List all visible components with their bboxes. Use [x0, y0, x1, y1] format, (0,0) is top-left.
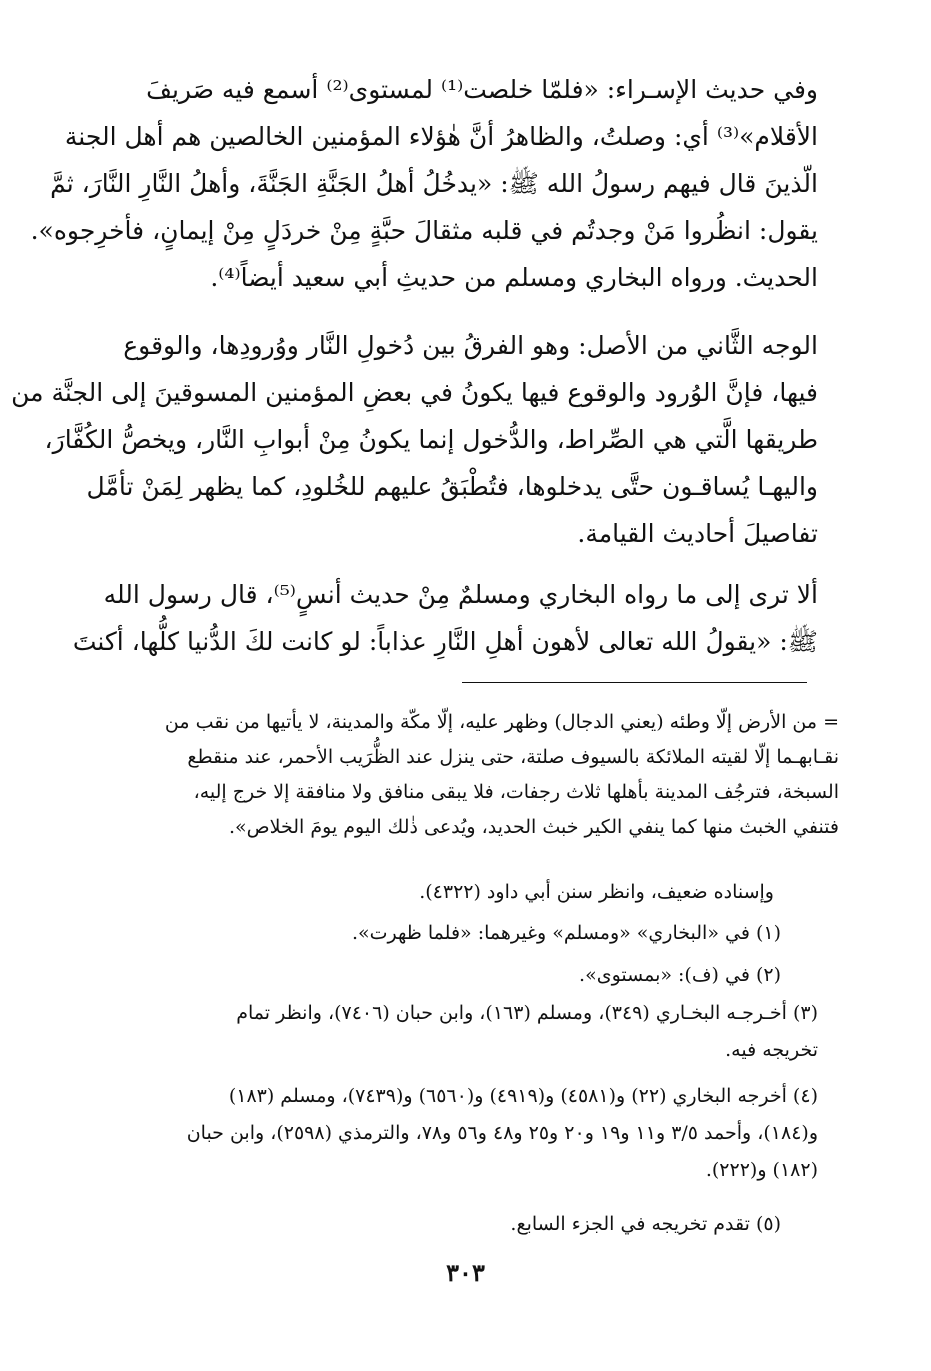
footnote-continuation — [134, 705, 839, 845]
text-line: ألا ترى إلى ما رواه البخاري ومسلمٌ مِنْ حديث أنسٍ⁽⁵⁾، قال رسول الله — [103, 580, 818, 609]
footnote-4 — [134, 1078, 818, 1189]
text-line: تفاصيلَ أحاديث القيامة. — [577, 519, 818, 548]
text-line: فيها، فإنَّ الوُرود والوقوع فيها يكونُ في بعضِ المؤمنين المسوقينَ إلى الجنَّة من — [11, 378, 818, 407]
footnote-5 — [510, 1206, 781, 1243]
text-line: طريقها الَّتي هي الصِّراط، والدُّخول إنما يكونُ مِنْ أبوابِ النَّار، ويخصُّ الكُفَّارَ، — [44, 425, 818, 454]
text-line: يقول: انظُروا مَنْ وجدتُم في قلبه مثقالَ حبَّةٍ مِنْ خردَلٍ مِنْ إيمانٍ، فأخرِجوه». — [30, 216, 818, 245]
body-paragraph-3 — [72, 571, 818, 665]
footnote-isnad — [134, 874, 774, 911]
footnote-line: (٥) تقدم تخريجه في الجزء السابع. — [510, 1213, 781, 1235]
footnote-line: فتنفي الخبث منها كما ينفي الكير خبث الحديد، ويُدعى ذٰلك اليوم يومَ الخلاص». — [229, 816, 839, 838]
footnote-line: (١٨٢) و(٢٢٢). — [705, 1159, 818, 1181]
text-line: الوجه الثَّاني من الأصل: وهو الفرقُ بين دُخولِ النَّار ووُرودِها، والوقوع — [123, 331, 818, 360]
footnote-3 — [134, 995, 818, 1069]
body-paragraph-2 — [11, 322, 818, 557]
text-line: الّذينَ قال فيهم رسولُ الله ﷺ: «يدخُلُ أهلُ الجَنَّةِ الجَنَّةَ، وأهلُ النَّارِ النَّارَ، ثمَّ — [50, 169, 818, 198]
footnote-line: تخريجه فيه. — [725, 1039, 818, 1061]
body-paragraph-1 — [30, 66, 818, 301]
footnote-2 — [579, 957, 781, 994]
footnote-line: (٤) أخرجه البخاري (٢٢) و(٤٥٨١) و(٤٩١٩) و(٦٥٦٠) و(٧٤٣٩)، ومسلم (١٨٣) — [228, 1085, 818, 1107]
text-line: واليهـا يُساقـون حتَّى يدخلوها، فتُطْبَقُ عليهم للخُلودِ، كما يظهر لِمَنْ تأمَّل — [86, 472, 818, 501]
footnote-line: = من الأرض إلّا وطئه (يعني الدجال) وظهر عليه، إلّا مكّة والمدينة، لا يأتيها من نقب من — [164, 711, 839, 733]
text-line: الحديث. ورواه البخاري ومسلم من حديثِ أبي سعيد أيضاً⁽⁴⁾. — [210, 263, 818, 292]
footnote-line: وإسناده ضعيف، وانظر سنن أبي داود (٤٣٢٢). — [419, 881, 774, 903]
footnote-line: و(١٨٤)، وأحمد ٣/٥ و١١ و١٩ و٢٠ و٢٥ و٤٨ و٥٦ و٧٨، والترمذي (٢٥٩٨)، وابن حبان — [186, 1122, 818, 1144]
footnote-line: (٣) أخـرجـه البخـاري (٣٤٩)، ومسلم (١٦٣)، وابن حبان (٧٤٠٦)، وانظر تمام — [236, 1002, 818, 1024]
footnote-line: (٢) في (ف): «بمستوى». — [579, 964, 781, 986]
footnote-1 — [352, 915, 781, 952]
footnote-line: السبخة، فترجُف المدينة بأهلها ثلاث رجفات، فلا يبقى منافق ولا منافقة إلا خرج إليه، — [193, 781, 839, 803]
text-line: الأقلام»⁽³⁾ أي: وصلتُ، والظاهرُ أنَّ هٰؤلاء المؤمنين الخالصين هم أهل الجنة — [64, 122, 818, 151]
text-line: ﷺ: «يقولُ الله تعالى لأهون أهلِ النَّارِ عذاباً: لو كانت لكَ الدُّنيا كلُّها، أكنتَ — [72, 627, 818, 656]
text-line: وفي حديث الإسـراء: «فلمّا خلصت⁽¹⁾ لمستوى⁽²⁾ أسمع فيه صَريفَ — [146, 75, 818, 104]
footnote-separator — [462, 682, 807, 683]
footnote-line: (١) في «البخاري» «ومسلم» وغيرهما: «فلما ظهرت». — [351, 922, 781, 944]
footnote-line: نقـابهـما إلّا لقيته الملائكة بالسيوف صلتة، حتى ينزل عند الظُّرَيب الأحمر، عند منقطع — [187, 746, 839, 768]
page-number: ٣٠٣ — [446, 1258, 485, 1287]
